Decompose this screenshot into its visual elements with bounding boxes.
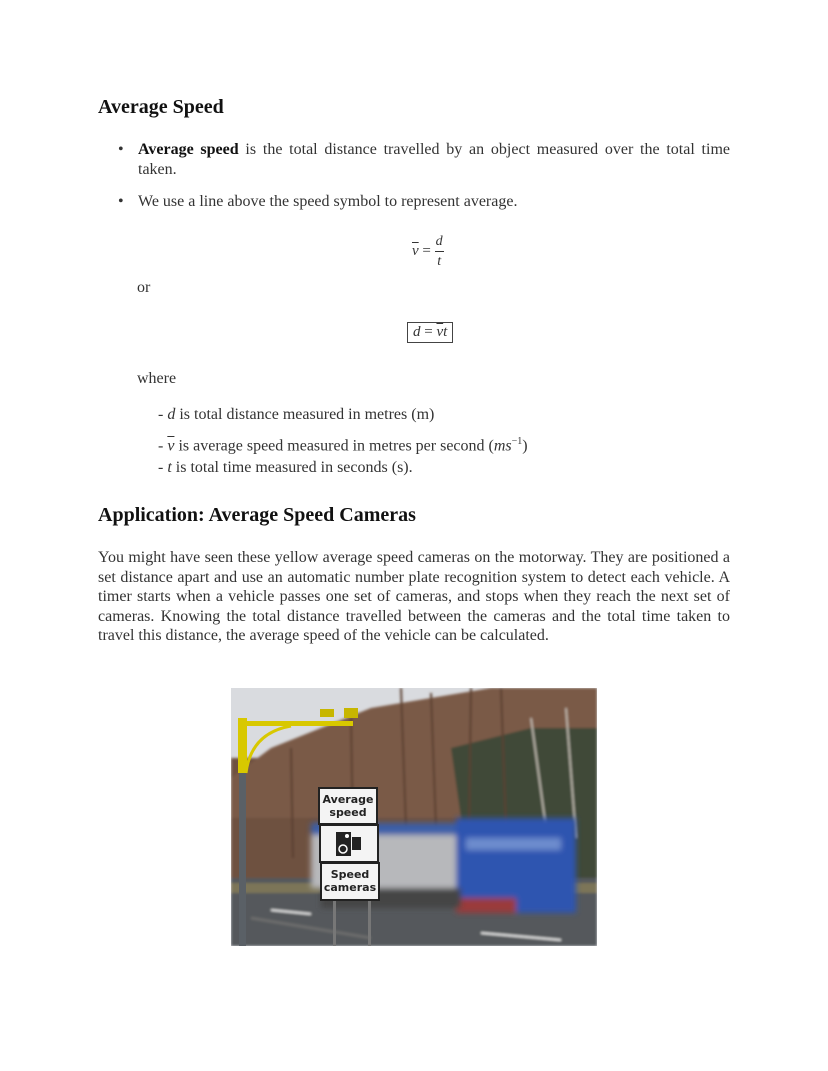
symbol: t — [167, 459, 172, 476]
eq-equals: = — [422, 242, 431, 259]
section-title-speed-cameras: Application: Average Speed Cameras — [98, 504, 416, 526]
equation-average-speed — [412, 234, 444, 269]
sign-text: Speed — [330, 868, 370, 881]
sign-text: Average — [322, 793, 374, 806]
unit: ms — [493, 437, 512, 455]
bullet-item — [118, 192, 730, 212]
bullet-item — [118, 140, 730, 180]
paragraph: You might have seen these yellow average speed cameras on the motorway. They are positioned a set distance apart and use an automatic number plate recognition system to detect each vehicle. A timer starts when a vehicle passes one set of cameras, and stops when they reach the next set of cameras. Knowing the total distance travelled between the cameras and the total time taken to travel this distance, the average speed of the vehicle can be calculated. — [98, 549, 730, 645]
definition-text: is total distance measured in metres (m) — [175, 406, 435, 423]
bullet-icon: • — [118, 141, 124, 158]
symbol: d — [167, 406, 176, 423]
eq-symbol-v: $\overline{v}$ — [436, 324, 444, 340]
paren: ) — [522, 437, 528, 455]
symbol: $\overline{v}$ — [167, 437, 175, 455]
definition-item: - $\overline{v}$ is average speed measured in metres per second $(ms^{-1})$ — [158, 436, 528, 455]
camera-icon — [320, 709, 334, 717]
camera-icon — [344, 708, 358, 718]
definition-text: is total time measured in seconds (s). — [171, 459, 413, 476]
definition-text: is average speed measured in metres per second ( — [174, 437, 494, 455]
numerator: d — [435, 234, 443, 249]
definition-item: - d is total distance measured in metres (m) — [158, 406, 435, 423]
bullet-icon: • — [118, 193, 124, 210]
eq-symbol-t: t — [443, 324, 448, 340]
eq-equals: = — [420, 324, 437, 340]
eq-symbol-d: d — [413, 324, 421, 340]
boxed-equation-distance — [407, 322, 453, 343]
unit-exponent: −1 — [511, 436, 523, 447]
fraction — [435, 234, 444, 269]
or-label: or — [137, 279, 151, 296]
section-title-average-speed: Average Speed — [98, 96, 224, 118]
speed-camera-photo — [231, 688, 597, 946]
bold-term: Average speed — [138, 141, 239, 158]
definition-item: - t is total time measured in seconds (s). — [158, 459, 413, 476]
average-speed-sign — [319, 788, 379, 900]
sign-text: cameras — [323, 881, 377, 894]
bullet-text: is the total distance travelled by an object measured over the total time taken. — [138, 141, 730, 178]
denominator: t — [437, 254, 442, 269]
eq-symbol-v: $\overline{v}$ — [412, 242, 419, 259]
bullet-text: We use a line above the speed symbol to represent average. — [138, 193, 518, 210]
sign-text: speed — [329, 806, 367, 819]
where-label: where — [137, 370, 177, 387]
